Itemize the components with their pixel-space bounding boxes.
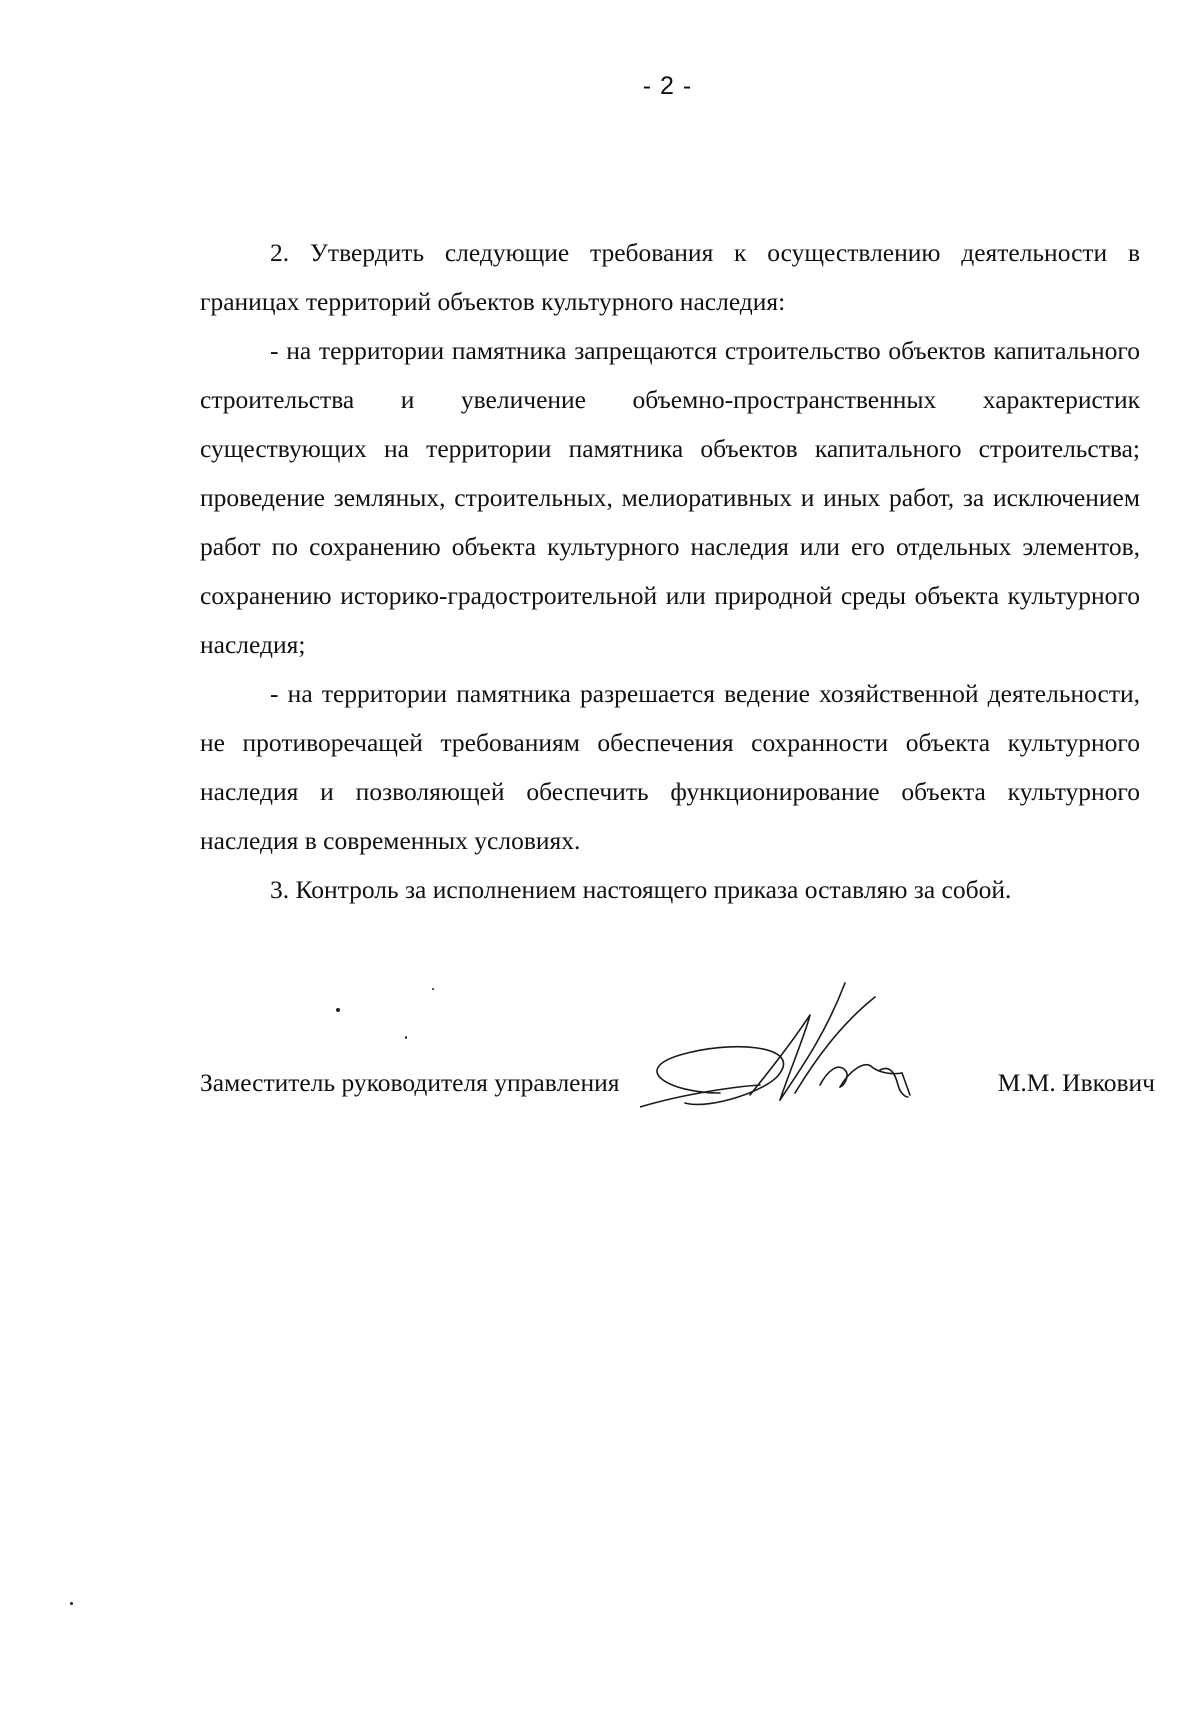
scan-speck	[336, 1008, 340, 1012]
scan-speck	[70, 1602, 73, 1605]
paragraph-permissions: - на территории памятника разрешается ведение хозяйственной деятельности, не противоречащей требованиям обеспечения сохранности объекта культурного наследия и позволяющей обеспечить функционирование объекта культурного наследия в современных условиях.	[200, 679, 1140, 855]
scan-speck	[432, 988, 434, 990]
paragraph-item-2: 2. Утвердить следующие требования к осуществлению деятельности в границах территорий объектов культурного наследия:	[200, 238, 1140, 316]
signatory-position: Заместитель руководителя управления	[200, 1068, 620, 1097]
signature-block	[200, 1068, 1155, 1108]
page-number: - 2 -	[642, 72, 693, 100]
document-body	[200, 228, 1140, 914]
paragraph-prohibitions: - на территории памятника запрещаются строительство объектов капитального строительства и увеличение объемно-пространственных характеристик существующих на территории памятника объектов капитального строительства; проведение земляных, строительных, мелиоративных и иных работ, за исключением работ по сохранению объекта культурного наследия или его отдельных элементов, сохранению историко-градостроительной или природной среды объекта культурного наследия;	[200, 336, 1140, 659]
scan-speck	[405, 1036, 407, 1039]
paragraph-item-3: 3. Контроль за исполнением настоящего приказа оставляю за собой.	[270, 875, 1012, 904]
signatory-name: М.М. Ивкович	[997, 1068, 1155, 1097]
